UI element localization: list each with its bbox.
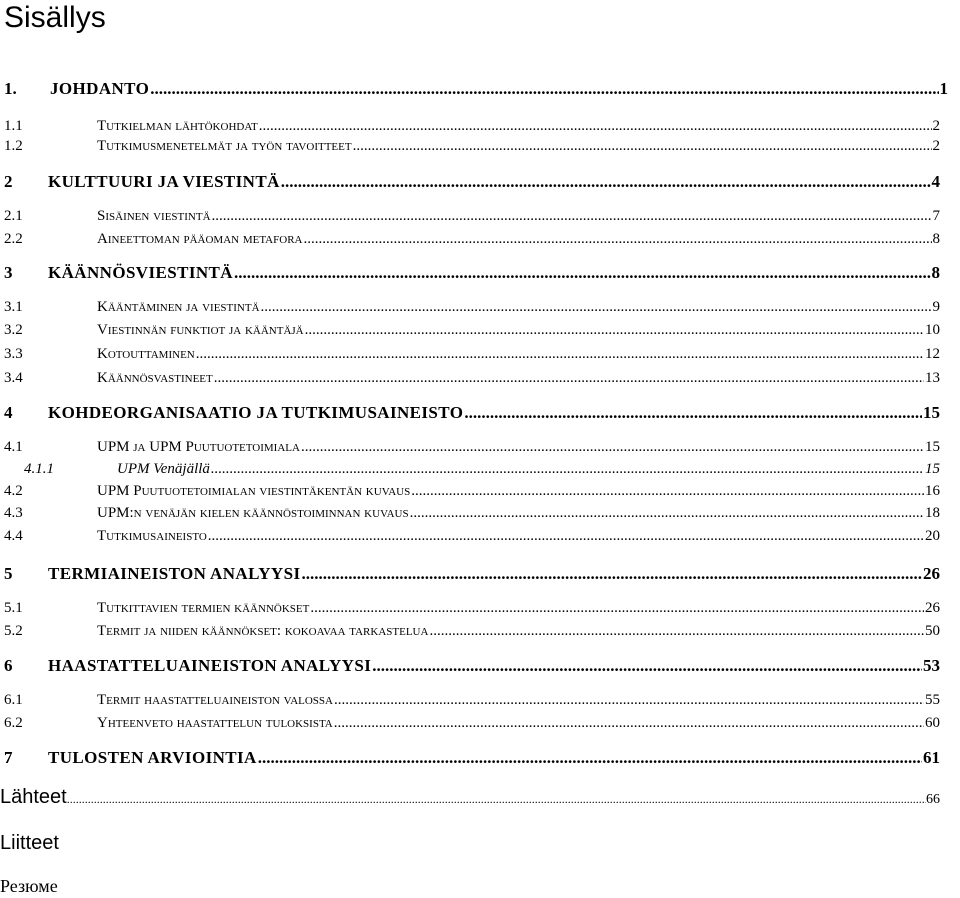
toc-page: 16 (925, 483, 940, 499)
toc-page: 8 (931, 263, 940, 282)
toc-number: 2.1 (4, 208, 23, 224)
toc-page: 12 (925, 346, 940, 362)
toc-number: 5.2 (4, 623, 23, 639)
toc-number: 3.2 (4, 322, 23, 338)
toc-entry-section[interactable] (0, 526, 960, 548)
toc-number: 4.1 (4, 439, 23, 455)
toc-label: UPM ja UPM Puutuotetoimiala (97, 439, 300, 455)
toc-leader (258, 747, 922, 769)
toc-entry-section[interactable] (0, 136, 960, 158)
toc-page: 66 (926, 792, 940, 807)
toc-number: 2.2 (4, 231, 23, 247)
toc-number: 2 (4, 172, 13, 191)
toc-entry-section[interactable] (0, 437, 960, 459)
toc-label: Tutkimusaineisto (97, 528, 207, 544)
toc-leader (305, 320, 924, 340)
toc-number: 5.1 (4, 600, 23, 616)
toc-leader (234, 262, 931, 284)
toc-label: TULOSTEN ARVIOINTIA (48, 748, 257, 767)
toc-number: 4.2 (4, 483, 23, 499)
toc-page: 9 (932, 299, 940, 315)
toc-page: 20 (925, 528, 940, 544)
toc-page: 26 (925, 600, 940, 616)
toc-entry-chapter[interactable] (0, 655, 960, 677)
toc-entry-resume[interactable]: Резюме (0, 876, 58, 896)
toc-page: 13 (925, 370, 940, 386)
toc-entry-section[interactable] (0, 229, 960, 251)
toc-label: KÄÄNNÖSVIESTINTÄ (48, 263, 233, 282)
page-title: Sisällys (4, 1, 106, 34)
toc-number: 6.2 (4, 715, 23, 731)
toc-number: 5 (4, 564, 13, 583)
toc-entry-section[interactable] (0, 621, 960, 643)
toc-label: KULTTUURI JA VIESTINTÄ (48, 172, 280, 191)
toc-label: Aineettoman pääoman metafora (97, 231, 303, 247)
toc-label: KOHDEORGANISAATIO JA TUTKIMUSAINEISTO (48, 403, 464, 422)
toc-label: Käännösvastineet (97, 370, 213, 386)
toc-number: 1.1 (4, 118, 23, 134)
toc-number: 6.1 (4, 692, 23, 708)
toc-page: 18 (925, 505, 940, 521)
toc-page: 15 (925, 439, 940, 455)
toc-number: 3.4 (4, 370, 23, 386)
toc-label: Sisäinen viestintä (97, 208, 211, 224)
toc-leader (464, 402, 922, 424)
toc-page: 7 (932, 208, 940, 224)
toc-entry-section[interactable] (0, 344, 960, 366)
toc-page: 4 (931, 172, 940, 191)
toc-page: 53 (923, 656, 940, 675)
toc-label: JOHDANTO (50, 79, 150, 98)
toc-leader (259, 116, 932, 136)
toc-entry-section[interactable] (0, 481, 960, 503)
toc-page: 15 (923, 403, 940, 422)
toc-entry-section[interactable] (0, 116, 960, 138)
toc-label: Tutkielman lähtökohdat (97, 118, 258, 134)
toc-number: 4.1.1 (24, 461, 54, 477)
toc-entry-section[interactable] (0, 297, 960, 319)
toc-label: HAASTATTELUAINEISTON ANALYYSI (48, 656, 372, 675)
toc-leader (353, 136, 932, 156)
toc-label: Lähteet (0, 786, 67, 808)
toc-leader (261, 297, 932, 317)
toc-entry-section[interactable] (0, 368, 960, 390)
toc-leader (334, 713, 924, 733)
toc-entry-chapter[interactable] (0, 171, 960, 193)
toc-entry-liitteet[interactable]: Liitteet (0, 832, 59, 854)
toc-label: Tutkittavien termien käännökset (97, 600, 310, 616)
toc-label: Kääntäminen ja viestintä (97, 299, 260, 315)
toc-label: Tutkimusmenetelmät ja työn tavoitteet (97, 138, 352, 154)
toc-number: 3.1 (4, 299, 23, 315)
toc-leader (301, 563, 922, 585)
toc-page: 2 (932, 138, 940, 154)
toc-leader (411, 481, 924, 501)
toc-number: 4 (4, 403, 13, 422)
toc-leader (429, 621, 924, 641)
toc-page: 61 (923, 748, 940, 767)
toc-entry-section[interactable] (0, 690, 960, 712)
toc-leader (372, 655, 922, 677)
toc-entry-section[interactable] (0, 206, 960, 228)
toc-label: TERMIAINEISTON ANALYYSI (48, 564, 301, 583)
toc-label: Yhteenveto haastattelun tuloksista (97, 715, 333, 731)
toc-entry-chapter[interactable] (0, 78, 960, 100)
toc-entry-section[interactable] (0, 503, 960, 525)
toc-label: Termit haastatteluaineiston valossa (97, 692, 333, 708)
toc-number: 3 (4, 263, 13, 282)
toc-leader (150, 78, 938, 100)
toc-leader (208, 526, 924, 546)
toc-page: 50 (925, 623, 940, 639)
toc-number: 7 (4, 748, 13, 767)
toc-number: 1.2 (4, 138, 23, 154)
toc-label: Viestinnän funktiot ja kääntäjä (97, 322, 304, 338)
toc-number: 3.3 (4, 346, 23, 362)
toc-entry-section[interactable] (0, 598, 960, 620)
toc-leader (310, 598, 924, 618)
toc-label: UPM Venäjällä (117, 461, 210, 477)
toc-page: 55 (925, 692, 940, 708)
toc-leader (211, 459, 924, 479)
toc-label: Termit ja niiden käännökset: kokoavaa tarkastelua (97, 623, 429, 639)
toc-leader (67, 787, 926, 811)
toc-leader (281, 171, 931, 193)
toc-number: 4.3 (4, 505, 23, 521)
toc-entry-section[interactable] (0, 713, 960, 735)
toc-entry-chapter[interactable] (0, 402, 960, 424)
toc-label: UPM Puutuotetoimialan viestintäkentän kuvaus (97, 483, 411, 499)
toc-entry-chapter[interactable] (0, 747, 960, 769)
toc-page: 15 (925, 461, 940, 477)
toc-page: 1 (939, 79, 948, 98)
toc-page: 2 (932, 118, 940, 134)
toc-entry-chapter[interactable] (0, 563, 960, 585)
toc-entry-chapter[interactable] (0, 262, 960, 284)
toc-page: 60 (925, 715, 940, 731)
toc-label: UPM:n venäjän kielen käännöstoiminnan kuvaus (97, 505, 409, 521)
toc-entry-subsection[interactable] (0, 459, 960, 481)
toc-number: 6 (4, 656, 13, 675)
toc-leader (301, 437, 924, 457)
toc-leader (196, 344, 924, 364)
toc-leader (410, 503, 924, 523)
toc-page: 26 (923, 564, 940, 583)
toc-leader (214, 368, 924, 388)
toc-number: 1. (4, 79, 17, 98)
toc-leader (334, 690, 924, 710)
toc-leader (212, 206, 932, 226)
toc-page: 8 (932, 231, 940, 247)
toc-label: Kotouttaminen (97, 346, 195, 362)
toc-page: 10 (925, 322, 940, 338)
toc-leader (303, 229, 931, 249)
toc-entry-section[interactable] (0, 320, 960, 342)
toc-number: 4.4 (4, 528, 23, 544)
